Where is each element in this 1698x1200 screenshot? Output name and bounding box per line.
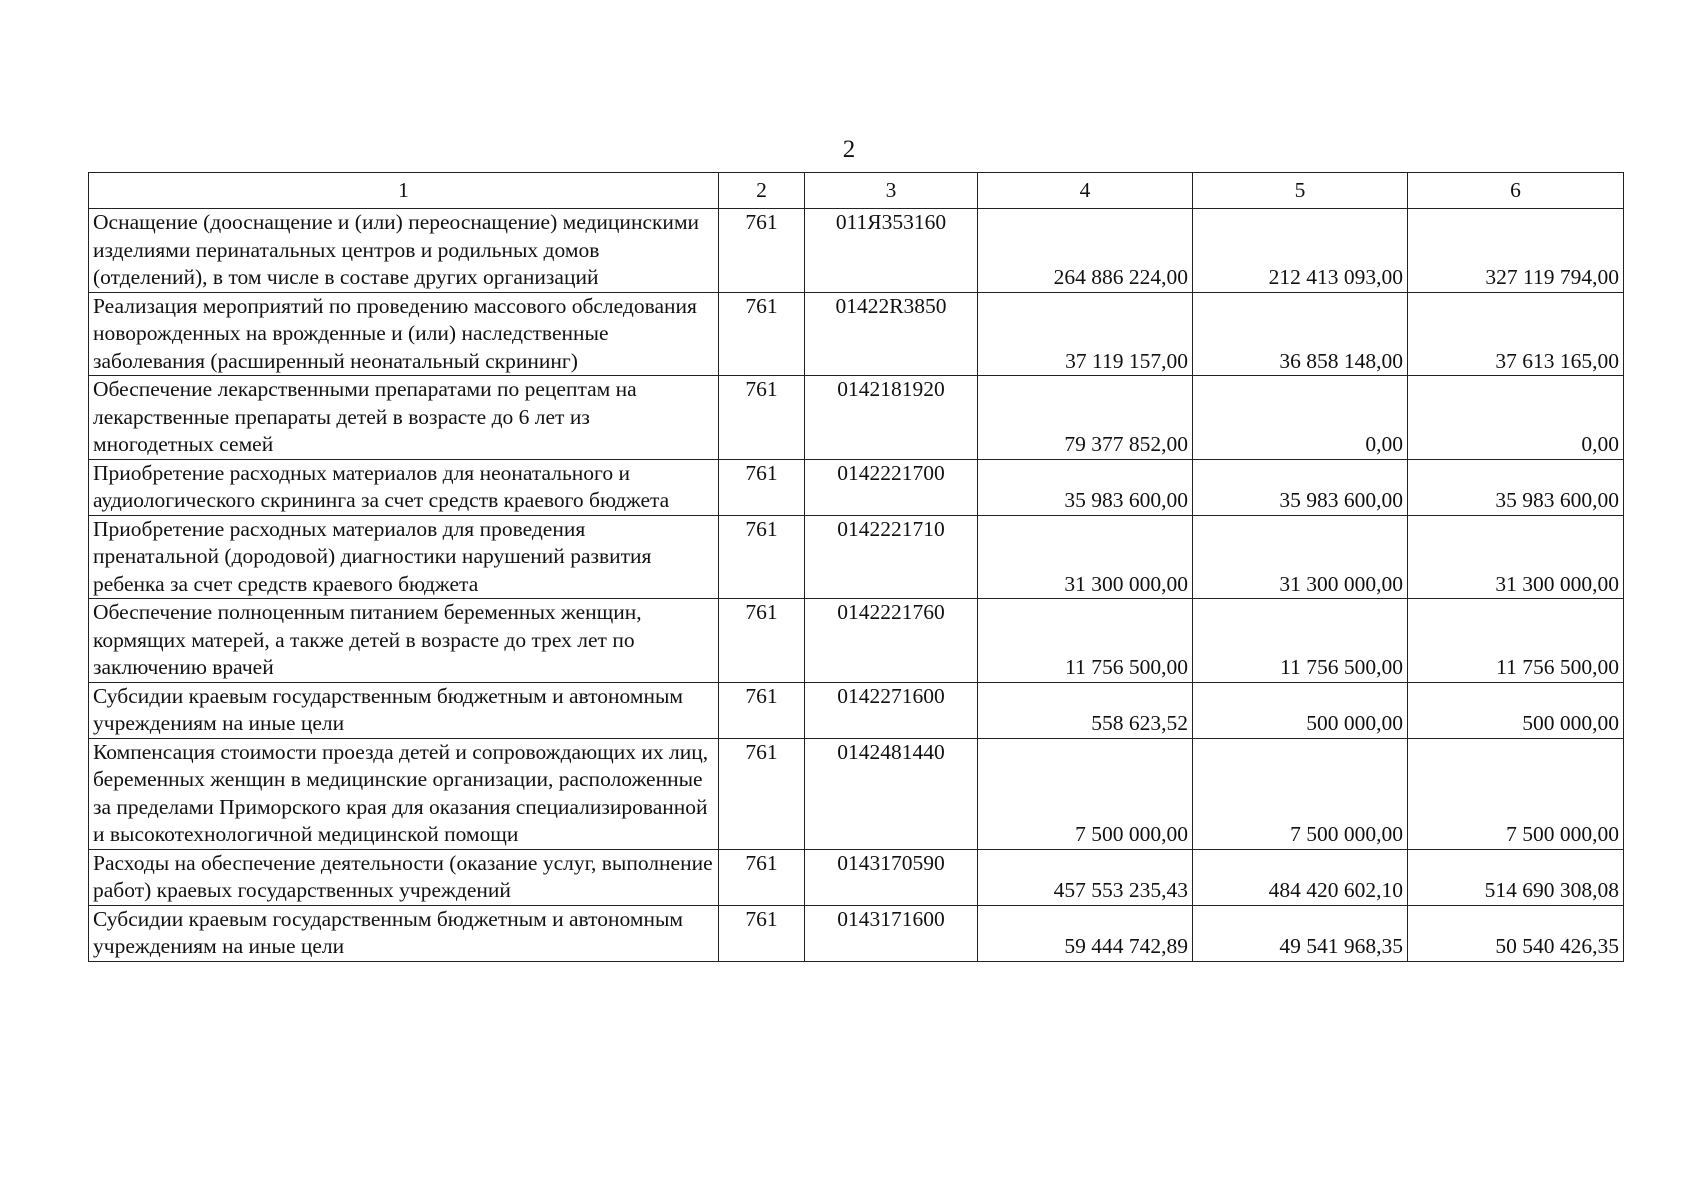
expense-name: Приобретение расходных материалов для проведения пренатальной (дородовой) диагностики нарушений развития ребенка за счет средств краевого бюджета	[89, 515, 719, 599]
amount-col-4: 558 623,52	[978, 682, 1193, 738]
amount-col-6: 35 983 600,00	[1408, 459, 1624, 515]
target-article-code: 0142221710	[805, 515, 978, 599]
amount-col-4: 79 377 852,00	[978, 376, 1193, 460]
target-article-code: 0143171600	[805, 905, 978, 961]
amount-col-5: 49 541 968,35	[1193, 905, 1408, 961]
amount-col-4: 31 300 000,00	[978, 515, 1193, 599]
target-article-code: 01422R3850	[805, 292, 978, 376]
table-row	[89, 459, 1624, 515]
expense-name: Обеспечение полноценным питанием беременных женщин, кормящих матерей, а также детей в возрасте до трех лет по заключению врачей	[89, 599, 719, 683]
grbs-code: 761	[719, 209, 805, 293]
budget-table	[88, 172, 1624, 962]
amount-col-5: 31 300 000,00	[1193, 515, 1408, 599]
grbs-code: 761	[719, 849, 805, 905]
expense-name: Расходы на обеспечение деятельности (оказание услуг, выполнение работ) краевых государственных учреждений	[89, 849, 719, 905]
table-row	[89, 682, 1624, 738]
amount-col-6: 0,00	[1408, 376, 1624, 460]
target-article-code: 011Я353160	[805, 209, 978, 293]
amount-col-4: 59 444 742,89	[978, 905, 1193, 961]
amount-col-5: 36 858 148,00	[1193, 292, 1408, 376]
column-header-3: 3	[805, 173, 978, 209]
table-row	[89, 209, 1624, 293]
column-header-5: 5	[1193, 173, 1408, 209]
table-row	[89, 738, 1624, 849]
amount-col-6: 514 690 308,08	[1408, 849, 1624, 905]
expense-name: Оснащение (дооснащение и (или) переоснащение) медицинскими изделиями перинатальных центров и родильных домов (отделений), в том числе в составе других организаций	[89, 209, 719, 293]
grbs-code: 761	[719, 292, 805, 376]
column-header-6: 6	[1408, 173, 1624, 209]
amount-col-6: 50 540 426,35	[1408, 905, 1624, 961]
grbs-code: 761	[719, 682, 805, 738]
amount-col-5: 7 500 000,00	[1193, 738, 1408, 849]
amount-col-6: 11 756 500,00	[1408, 599, 1624, 683]
page-number: 2	[842, 136, 856, 163]
amount-col-4: 37 119 157,00	[978, 292, 1193, 376]
expense-name: Приобретение расходных материалов для неонатального и аудиологического скрининга за счет средств краевого бюджета	[89, 459, 719, 515]
amount-col-4: 264 886 224,00	[978, 209, 1193, 293]
table-row	[89, 292, 1624, 376]
amount-col-4: 7 500 000,00	[978, 738, 1193, 849]
amount-col-5: 484 420 602,10	[1193, 849, 1408, 905]
amount-col-6: 31 300 000,00	[1408, 515, 1624, 599]
amount-col-6: 37 613 165,00	[1408, 292, 1624, 376]
grbs-code: 761	[719, 515, 805, 599]
table-row	[89, 849, 1624, 905]
table-header	[89, 173, 1624, 209]
amount-col-6: 7 500 000,00	[1408, 738, 1624, 849]
target-article-code: 0143170590	[805, 849, 978, 905]
target-article-code: 0142271600	[805, 682, 978, 738]
column-header-2: 2	[719, 173, 805, 209]
table-body	[89, 209, 1624, 962]
table-row	[89, 515, 1624, 599]
column-header-4: 4	[978, 173, 1193, 209]
grbs-code: 761	[719, 905, 805, 961]
column-header-1: 1	[89, 173, 719, 209]
grbs-code: 761	[719, 738, 805, 849]
amount-col-4: 35 983 600,00	[978, 459, 1193, 515]
amount-col-4: 11 756 500,00	[978, 599, 1193, 683]
header-row	[89, 173, 1624, 209]
target-article-code: 0142481440	[805, 738, 978, 849]
target-article-code: 0142221700	[805, 459, 978, 515]
amount-col-4: 457 553 235,43	[978, 849, 1193, 905]
grbs-code: 761	[719, 599, 805, 683]
expense-name: Реализация мероприятий по проведению массового обследования новорожденных на врожденные и (или) наследственные заболевания (расширенный неонатальный скрининг)	[89, 292, 719, 376]
grbs-code: 761	[719, 376, 805, 460]
amount-col-5: 500 000,00	[1193, 682, 1408, 738]
amount-col-5: 0,00	[1193, 376, 1408, 460]
table-row	[89, 376, 1624, 460]
amount-col-5: 11 756 500,00	[1193, 599, 1408, 683]
amount-col-5: 212 413 093,00	[1193, 209, 1408, 293]
expense-name: Субсидии краевым государственным бюджетным и автономным учреждениям на иные цели	[89, 905, 719, 961]
expense-name: Компенсация стоимости проезда детей и сопровождающих их лиц, беременных женщин в медицинские организации, расположенные за пределами Приморского края для оказания специализированной и высокотехнологичной медицинской помощи	[89, 738, 719, 849]
table-row	[89, 599, 1624, 683]
target-article-code: 0142181920	[805, 376, 978, 460]
amount-col-6: 500 000,00	[1408, 682, 1624, 738]
expense-name: Субсидии краевым государственным бюджетным и автономным учреждениям на иные цели	[89, 682, 719, 738]
amount-col-6: 327 119 794,00	[1408, 209, 1624, 293]
table-row	[89, 905, 1624, 961]
target-article-code: 0142221760	[805, 599, 978, 683]
amount-col-5: 35 983 600,00	[1193, 459, 1408, 515]
grbs-code: 761	[719, 459, 805, 515]
expense-name: Обеспечение лекарственными препаратами по рецептам на лекарственные препараты детей в возрасте до 6 лет из многодетных семей	[89, 376, 719, 460]
